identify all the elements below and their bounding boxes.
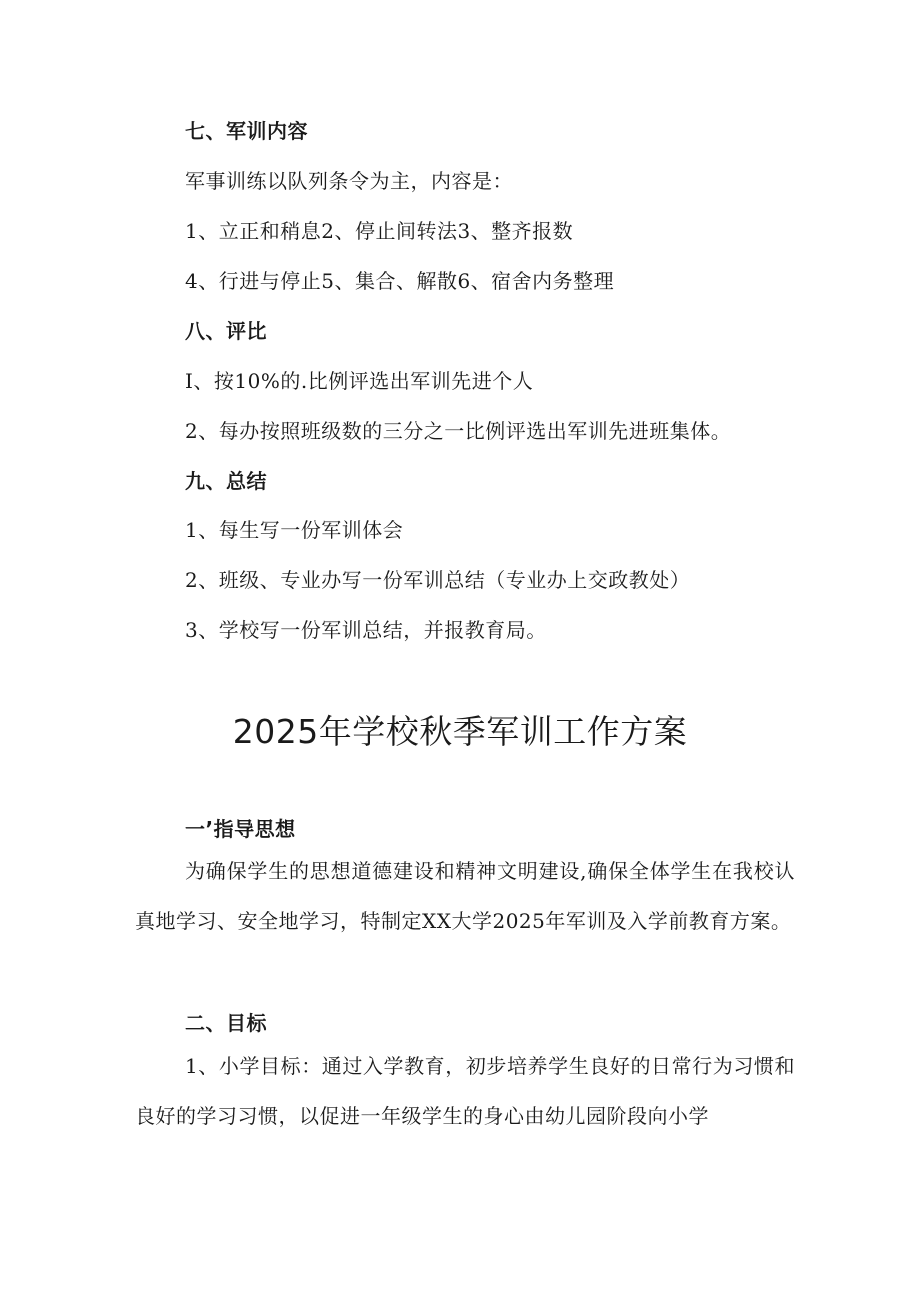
list-item-summary-3: 3、学校写一份军训总结，并报教育局。	[185, 618, 547, 642]
list-item-eval-1: Ⅰ、按10%的.比例评选出军训先进个人	[185, 369, 534, 393]
list-item-training-1: 1、立正和稍息2、停止间转法3、整齐报数	[185, 219, 574, 243]
section-heading-goals: 二、目标	[185, 1011, 267, 1035]
section-heading-evaluation: 八、评比	[185, 319, 267, 343]
list-item-summary-2: 2、班级、专业办写一份军训总结（专业办上交政教处）	[185, 568, 691, 592]
section-heading-guiding-thought: 一’指导思想	[185, 817, 296, 841]
section-heading-summary: 九、总结	[185, 469, 267, 493]
list-item-eval-2: 2、每办按照班级数的三分之一比例评选出军训先进班集体。	[185, 419, 732, 443]
paragraph-intro: 军事训练以队列条令为主，内容是：	[185, 169, 513, 193]
document-title: 2025年学校秋季军训工作方案	[232, 712, 688, 751]
paragraph-guiding-thought: 为确保学生的思想道德建设和精神文明建设,确保全体学生在我校认真地学习、安全地学习，特制定XX大学2025年军训及入学前教育方案。	[135, 859, 795, 933]
paragraph-goals: 1、小学目标：通过入学教育，初步培养学生良好的日常行为习惯和良好的学习习惯，以促进一年级学生的身心由幼儿园阶段向小学	[135, 1054, 795, 1128]
list-item-training-2: 4、行进与停止5、集合、解散6、宿舍内务整理	[185, 269, 615, 293]
list-item-summary-1: 1、每生写一份军训体会	[185, 518, 404, 542]
section-heading-content: 七、军训内容	[185, 119, 308, 143]
